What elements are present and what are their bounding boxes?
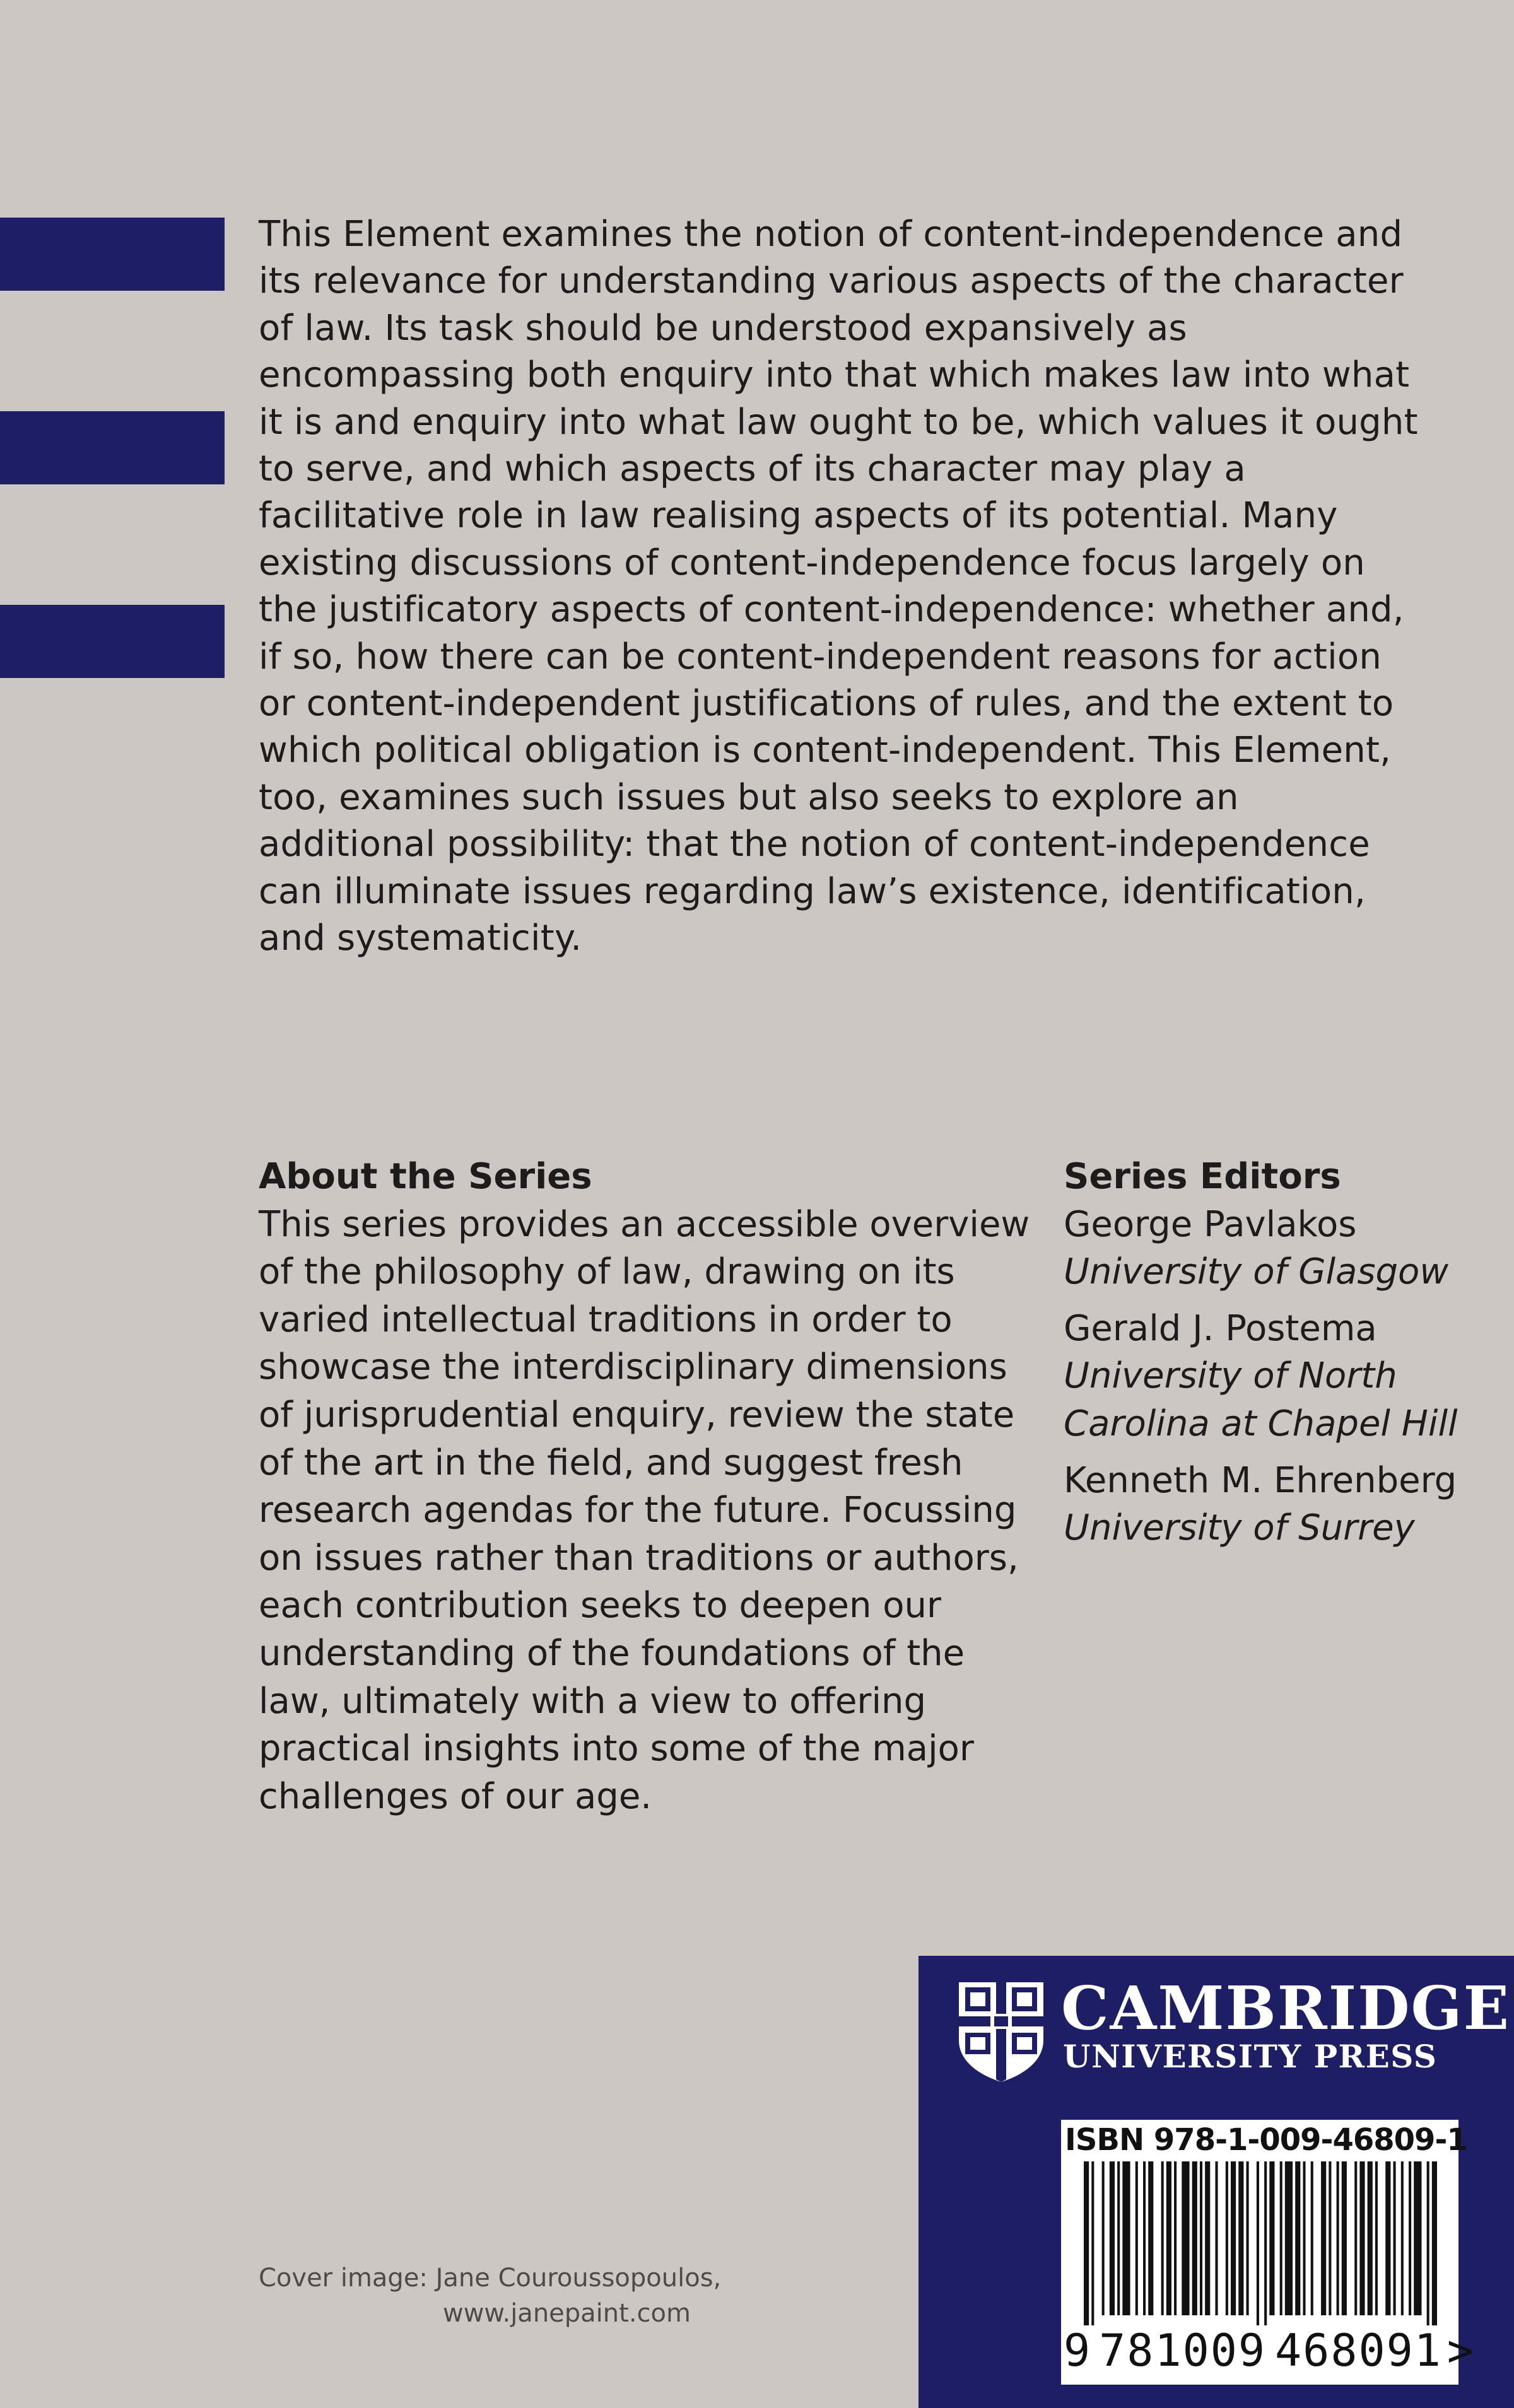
editor-entry: [1064, 1457, 1493, 1552]
barcode-stripe: [1311, 2161, 1313, 2315]
barcode-stripe: [1269, 2161, 1274, 2315]
about-text: This series provides an accessible overview of the philosophy of law, drawing on its varied intellectual traditions in order to showcase the interdisciplinary dimensions of jurisprudential enquiry, review the state of the art in the field, and suggest fresh research agendas for the future. Focussing on issues rather than traditions or authors, each contribution seeks to deepen our understanding of the foundations of the law, ultimately with a view to offering practical insights into some of the major challenges of our age.: [259, 1203, 1030, 1817]
barcode-stripe: [1205, 2161, 1210, 2315]
barcode-stripe: [1359, 2161, 1364, 2315]
barcode-stripe: [1385, 2161, 1390, 2315]
publisher-panel: [918, 1956, 1514, 2408]
barcode-digit-group-2: 468091: [1275, 2325, 1442, 2376]
barcode-stripe: [1110, 2161, 1115, 2315]
barcode-stripe: [1342, 2161, 1347, 2315]
barcode-stripe: [1354, 2161, 1357, 2315]
publisher-name: CAMBRIDGE: [1061, 1973, 1511, 2043]
isbn-barcode: [1061, 2120, 1474, 2385]
editor-affiliation: University of Glasgow: [1064, 1251, 1449, 1293]
barcode-stripe: [1368, 2161, 1373, 2315]
barcode-stripe: [1166, 2161, 1171, 2315]
barcode-stripe: [1264, 2161, 1267, 2325]
barcode-stripe: [1122, 2161, 1130, 2315]
barcode-stripe: [1215, 2161, 1218, 2315]
barcode-stripe: [1394, 2161, 1396, 2315]
barcode-stripe: [1226, 2161, 1228, 2315]
editor-name: George Pavlakos: [1064, 1203, 1357, 1245]
barcode-stripe: [1375, 2161, 1378, 2315]
barcode-stripe: [1161, 2161, 1164, 2315]
decorative-bar-bottom: [0, 605, 225, 678]
barcode-stripe: [1409, 2161, 1411, 2315]
barcode-stripe: [1257, 2161, 1259, 2325]
barcode-stripe: [1280, 2161, 1282, 2315]
barcode-stripe: [1414, 2161, 1421, 2315]
barcode-stripe: [1295, 2161, 1300, 2315]
university-crest-icon: [956, 1980, 1046, 2084]
barcode-stripe: [1148, 2161, 1153, 2315]
barcode-stripe: [1136, 2161, 1138, 2315]
cover-image-credit: [259, 2260, 721, 2331]
barcode-stripe: [1432, 2161, 1437, 2325]
barcode-stripe: [1303, 2161, 1305, 2315]
barcode-stripe: [1321, 2161, 1326, 2315]
barcode-stripe: [1182, 2161, 1189, 2315]
decorative-bar-top: [0, 218, 225, 291]
publisher-subname: UNIVERSITY PRESS: [1063, 2038, 1438, 2075]
barcode-stripe: [1401, 2161, 1404, 2315]
isbn-label: ISBN 978-1-009-46809-1: [1065, 2122, 1467, 2158]
decorative-bar-middle: [0, 411, 225, 484]
barcode-bars: [1084, 2161, 1437, 2325]
barcode-stripe: [1192, 2161, 1197, 2315]
book-description: This Element examines the notion of content-independence and its relevance for understanding various aspects of the character of law. Its task should be understood expansively as encompassing both enquiry into that which makes law into what it is and enquiry into what law ought to be, which values it ought to serve, and which aspects of its character may play a facilitative role in law realising aspects of its potential. Many existing discussions of content-independence focus largely on the justificatory aspects of content-independence: whether and, if so, how there can be content-independent reasons for action or content-independent justifications of rules, and the extent to which political obligation is content-independent. This Element, too, examines such issues but also seeks to explore an additional possibility: that the notion of content-independence can illuminate issues regarding law’s existence, identification, and systematicity.: [259, 214, 1418, 959]
barcode-stripe: [1238, 2161, 1243, 2315]
barcode-digits: [1064, 2325, 1474, 2376]
barcode-stripe: [1337, 2161, 1339, 2315]
barcode-stripe: [1117, 2161, 1120, 2315]
about-heading: About the Series: [259, 1156, 592, 1197]
barcode-stripe: [1285, 2161, 1293, 2315]
barcode-stripe: [1200, 2161, 1202, 2315]
about-the-series: [259, 1153, 1035, 1820]
barcode-stripe: [1084, 2161, 1089, 2325]
barcode-stripe: [1174, 2161, 1177, 2315]
barcode-stripe: [1231, 2161, 1236, 2315]
editor-name: Gerald J. Postema: [1064, 1307, 1377, 1349]
editor-affiliation: University of Surrey: [1064, 1507, 1415, 1549]
barcode-stripe: [1102, 2161, 1105, 2315]
barcode-stripe: [1329, 2161, 1331, 2315]
editor-affiliation: University of North Carolina at Chapel Hill: [1064, 1355, 1458, 1444]
barcode-stripe: [1427, 2161, 1429, 2325]
editor-entry: [1064, 1305, 1493, 1448]
barcode-digit-group-1: 781009: [1099, 2325, 1267, 2376]
barcode-arrow: >: [1447, 2325, 1474, 2376]
editors-heading: Series Editors: [1064, 1156, 1341, 1197]
series-editors: [1064, 1153, 1493, 1561]
editor-name: Kenneth M. Ehrenberg: [1064, 1459, 1457, 1501]
barcode-first-digit: 9: [1064, 2325, 1091, 2376]
barcode-stripe: [1143, 2161, 1146, 2315]
credit-url: www.janepaint.com: [443, 2299, 691, 2328]
credit-line: Cover image: Jane Couroussopoulos,: [259, 2264, 722, 2293]
barcode-stripe: [1091, 2161, 1094, 2325]
editor-entry: [1064, 1201, 1493, 1296]
barcode-stripe: [1247, 2161, 1249, 2315]
